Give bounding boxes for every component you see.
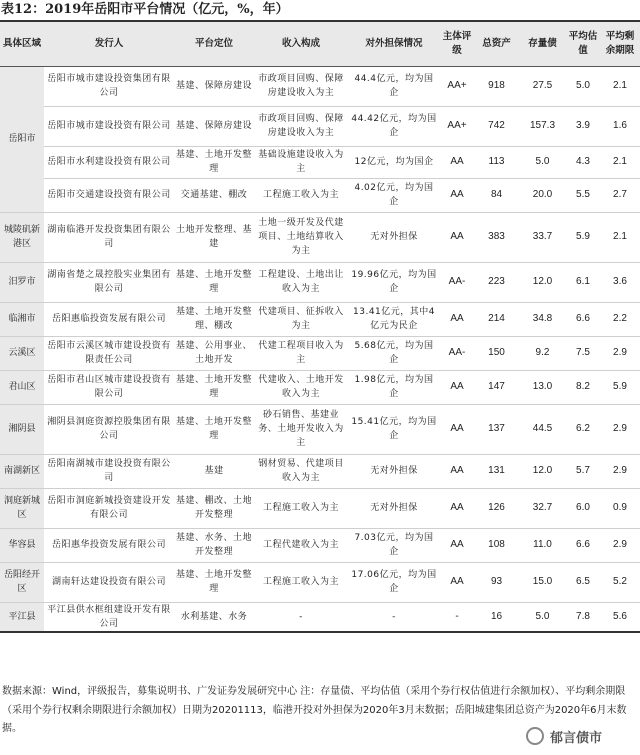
table-title: 表12：2019年岳阳市平台情况（亿元，%，年） bbox=[1, 2, 289, 17]
table-cell: 无对外担保 bbox=[348, 454, 440, 488]
table-cell: 44.42亿元，均为国企 bbox=[348, 106, 440, 146]
region-cell: 城陵矶新港区 bbox=[0, 212, 44, 262]
table-cell: 5.6 bbox=[600, 602, 640, 632]
table-cell: 工程施工收入为主 bbox=[254, 562, 348, 602]
table-cell: 代建项目、征拆收入为主 bbox=[254, 302, 348, 336]
table-cell: 5.7 bbox=[566, 454, 600, 488]
table-cell: 223 bbox=[474, 262, 519, 302]
table-cell: AA bbox=[440, 404, 474, 454]
table-row bbox=[0, 488, 640, 528]
table-cell: 84 bbox=[474, 178, 519, 212]
table-cell: 工程施工收入为主 bbox=[254, 178, 348, 212]
column-header: 主体评级 bbox=[440, 21, 474, 66]
table-cell: - bbox=[254, 602, 348, 632]
table-cell: 383 bbox=[474, 212, 519, 262]
table-cell: 岳阳市云溪区城市建设投资有限责任公司 bbox=[44, 336, 174, 370]
table-cell: 5.9 bbox=[566, 212, 600, 262]
table-cell: 8.2 bbox=[566, 370, 600, 404]
table-cell: 5.2 bbox=[600, 562, 640, 602]
table-cell: 2.1 bbox=[600, 66, 640, 106]
table-row bbox=[0, 106, 640, 146]
table-cell: 基建、棚改、土地开发整理 bbox=[174, 488, 254, 528]
table-cell: 2.2 bbox=[600, 302, 640, 336]
table-cell: 126 bbox=[474, 488, 519, 528]
table-cell: 27.5 bbox=[519, 66, 566, 106]
region-cell: 君山区 bbox=[0, 370, 44, 404]
watermark bbox=[520, 723, 634, 749]
table-cell: 12亿元，均为国企 bbox=[348, 146, 440, 178]
table-cell: 17.06亿元，均为国企 bbox=[348, 562, 440, 602]
table-cell: 钢材贸易、代建项目收入为主 bbox=[254, 454, 348, 488]
table-cell: 9.2 bbox=[519, 336, 566, 370]
watermark-text: 郁言债市 bbox=[550, 730, 603, 746]
table-cell: 1.6 bbox=[600, 106, 640, 146]
table-cell: 6.5 bbox=[566, 562, 600, 602]
table-cell: 岳阳市水利建设投资有限公司 bbox=[44, 146, 174, 178]
table-cell: 市政项目回购、保障房建设收入为主 bbox=[254, 66, 348, 106]
region-cell: 湘阴县 bbox=[0, 404, 44, 454]
table-cell: 34.8 bbox=[519, 302, 566, 336]
table-cell: 2.9 bbox=[600, 336, 640, 370]
table-cell: 岳阳市城市建设投资集团有限公司 bbox=[44, 66, 174, 106]
table-cell: 15.0 bbox=[519, 562, 566, 602]
table-cell: 131 bbox=[474, 454, 519, 488]
table-cell: 7.03亿元，均为国企 bbox=[348, 528, 440, 562]
region-cell: 平江县 bbox=[0, 602, 44, 632]
table-cell: 2.1 bbox=[600, 212, 640, 262]
header-row bbox=[0, 21, 640, 66]
table-body bbox=[0, 66, 640, 632]
table-row bbox=[0, 212, 640, 262]
table-cell: 5.0 bbox=[566, 66, 600, 106]
table-cell: 5.0 bbox=[519, 602, 566, 632]
table-cell: 代建收入、土地开发收入为主 bbox=[254, 370, 348, 404]
table-cell: 基建 bbox=[174, 454, 254, 488]
table-cell: 湖南省楚之晟控股实业集团有限公司 bbox=[44, 262, 174, 302]
table-cell: 基建、土地开发整理 bbox=[174, 562, 254, 602]
table-cell: 5.5 bbox=[566, 178, 600, 212]
table-cell: AA+ bbox=[440, 66, 474, 106]
table-cell: AA- bbox=[440, 336, 474, 370]
table-cell: 157.3 bbox=[519, 106, 566, 146]
table-cell: AA bbox=[440, 562, 474, 602]
table-cell: 湖南轩达建设投资有限公司 bbox=[44, 562, 174, 602]
table-cell: 2.1 bbox=[600, 146, 640, 178]
column-header: 平台定位 bbox=[174, 21, 254, 66]
table-cell: 基建、土地开发整理 bbox=[174, 146, 254, 178]
region-cell: 华容县 bbox=[0, 528, 44, 562]
table-cell: 岳阳市君山区城市建设投资有限公司 bbox=[44, 370, 174, 404]
table-cell: 44.4亿元，均为国企 bbox=[348, 66, 440, 106]
table-cell: 2.7 bbox=[600, 178, 640, 212]
table-cell: AA bbox=[440, 370, 474, 404]
table-cell: 44.5 bbox=[519, 404, 566, 454]
region-cell: 南湖新区 bbox=[0, 454, 44, 488]
table-cell: 基建、土地开发整理 bbox=[174, 404, 254, 454]
region-cell: 汨罗市 bbox=[0, 262, 44, 302]
table-cell: 214 bbox=[474, 302, 519, 336]
table-cell: 基础设施建设收入为主 bbox=[254, 146, 348, 178]
table-cell: 无对外担保 bbox=[348, 212, 440, 262]
table-cell: 108 bbox=[474, 528, 519, 562]
column-header: 收入构成 bbox=[254, 21, 348, 66]
region-cell: 云溪区 bbox=[0, 336, 44, 370]
table-cell: 6.6 bbox=[566, 528, 600, 562]
table-row bbox=[0, 178, 640, 212]
table-cell: 7.5 bbox=[566, 336, 600, 370]
table-cell: 基建、公用事业、土地开发 bbox=[174, 336, 254, 370]
table-cell: 市政项目回购、保障房建设收入为主 bbox=[254, 106, 348, 146]
table-cell: 93 bbox=[474, 562, 519, 602]
table-cell: 33.7 bbox=[519, 212, 566, 262]
region-cell: 岳阳经开区 bbox=[0, 562, 44, 602]
table-row bbox=[0, 66, 640, 106]
table-cell: - bbox=[348, 602, 440, 632]
table-row bbox=[0, 404, 640, 454]
table-cell: 11.0 bbox=[519, 528, 566, 562]
region-cell: 洞庭新城区 bbox=[0, 488, 44, 528]
table-cell: AA bbox=[440, 212, 474, 262]
table-cell: 918 bbox=[474, 66, 519, 106]
table-row bbox=[0, 562, 640, 602]
table-cell: 代建工程项目收入为主 bbox=[254, 336, 348, 370]
table-cell: 2.9 bbox=[600, 404, 640, 454]
table-cell: 137 bbox=[474, 404, 519, 454]
table-cell: AA bbox=[440, 146, 474, 178]
table-cell: 5.68亿元，均为国企 bbox=[348, 336, 440, 370]
table-row bbox=[0, 262, 640, 302]
table-cell: 6.2 bbox=[566, 404, 600, 454]
table-cell: 岳阳市城市建设投资有限公司 bbox=[44, 106, 174, 146]
table-cell: AA- bbox=[440, 262, 474, 302]
table-cell: 3.9 bbox=[566, 106, 600, 146]
table-cell: 12.0 bbox=[519, 454, 566, 488]
column-header: 平均剩余期限 bbox=[600, 21, 640, 66]
footnote: 数据来源：Wind，评级报告，募集说明书、广发证券发展研究中心 注：存量债、平均估值（采用个券行权估值进行余额加权）、平均剩余期限（采用个券行权剩余期限进行余额加权）日期为20201113，临港开投对外担保为2020年3月末数据；岳阳城建集团总资产为2020年6月末数据。 bbox=[2, 686, 627, 734]
table-cell: 岳阳市洞庭新城投资建设开发有限公司 bbox=[44, 488, 174, 528]
region-cell: 临湘市 bbox=[0, 302, 44, 336]
table-cell: 岳阳惠临投资发展有限公司 bbox=[44, 302, 174, 336]
table-cell: 13.0 bbox=[519, 370, 566, 404]
table-cell: 无对外担保 bbox=[348, 488, 440, 528]
table-cell: 20.0 bbox=[519, 178, 566, 212]
table-row bbox=[0, 302, 640, 336]
table-cell: 平江县供水框组建设开发有限公司 bbox=[44, 602, 174, 632]
table-cell: 基建、保障房建设 bbox=[174, 106, 254, 146]
table-cell: 基建、水务、土地开发整理 bbox=[174, 528, 254, 562]
table-cell: - bbox=[440, 602, 474, 632]
table-cell: AA bbox=[440, 302, 474, 336]
table-cell: 土地一级开发及代建项目、土地结算收入为主 bbox=[254, 212, 348, 262]
table-cell: 岳阳市交通建设投资有限公司 bbox=[44, 178, 174, 212]
table-cell: 基建、土地开发整理 bbox=[174, 370, 254, 404]
table-cell: 岳阳南湖城市建设投资有限公司 bbox=[44, 454, 174, 488]
table-cell: 交通基建、棚改 bbox=[174, 178, 254, 212]
table-cell: 16 bbox=[474, 602, 519, 632]
table-cell: AA bbox=[440, 178, 474, 212]
table-cell: 4.3 bbox=[566, 146, 600, 178]
table-cell: 19.96亿元，均为国企 bbox=[348, 262, 440, 302]
table-cell: 土地开发整理、基建 bbox=[174, 212, 254, 262]
table-cell: 5.9 bbox=[600, 370, 640, 404]
table-cell: 0.9 bbox=[600, 488, 640, 528]
table-cell: 6.1 bbox=[566, 262, 600, 302]
table-row bbox=[0, 454, 640, 488]
table-cell: 32.7 bbox=[519, 488, 566, 528]
table-cell: 基建、土地开发整理、棚改 bbox=[174, 302, 254, 336]
table-row bbox=[0, 528, 640, 562]
platform-table bbox=[0, 20, 640, 633]
table-cell: 工程建设、土地出让收入为主 bbox=[254, 262, 348, 302]
table-row bbox=[0, 336, 640, 370]
table-cell: 湘阴县洞庭资源控股集团有限公司 bbox=[44, 404, 174, 454]
table-cell: 1.98亿元，均为国企 bbox=[348, 370, 440, 404]
table-cell: 水利基建、水务 bbox=[174, 602, 254, 632]
table-cell: AA bbox=[440, 488, 474, 528]
table-cell: 基建、土地开发整理 bbox=[174, 262, 254, 302]
table-cell: 2.9 bbox=[600, 454, 640, 488]
table-cell: 基建、保障房建设 bbox=[174, 66, 254, 106]
column-header: 发行人 bbox=[44, 21, 174, 66]
table-cell: 113 bbox=[474, 146, 519, 178]
table-cell: 6.0 bbox=[566, 488, 600, 528]
column-header: 平均估值 bbox=[566, 21, 600, 66]
wechat-icon bbox=[526, 727, 544, 745]
table-cell: 2.9 bbox=[600, 528, 640, 562]
table-cell: 147 bbox=[474, 370, 519, 404]
column-header: 具体区域 bbox=[0, 21, 44, 66]
table-row bbox=[0, 370, 640, 404]
table-cell: 4.02亿元，均为国企 bbox=[348, 178, 440, 212]
table-cell: 742 bbox=[474, 106, 519, 146]
table-cell: AA+ bbox=[440, 106, 474, 146]
table-cell: 工程代建收入为主 bbox=[254, 528, 348, 562]
table-cell: 12.0 bbox=[519, 262, 566, 302]
column-header: 总资产 bbox=[474, 21, 519, 66]
table-cell: 5.0 bbox=[519, 146, 566, 178]
table-cell: 150 bbox=[474, 336, 519, 370]
table-cell: 6.6 bbox=[566, 302, 600, 336]
table-cell: 岳阳惠华投资发展有限公司 bbox=[44, 528, 174, 562]
table-row bbox=[0, 146, 640, 178]
table-cell: 3.6 bbox=[600, 262, 640, 302]
table-cell: 砂石销售、基建业务、土地开发收入为主 bbox=[254, 404, 348, 454]
table-row bbox=[0, 602, 640, 632]
table-cell: 湖南临港开发投资集团有限公司 bbox=[44, 212, 174, 262]
table-cell: 工程施工收入为主 bbox=[254, 488, 348, 528]
table-cell: 15.41亿元，均为国企 bbox=[348, 404, 440, 454]
table-cell: AA bbox=[440, 454, 474, 488]
table-cell: AA bbox=[440, 528, 474, 562]
table-cell: 7.8 bbox=[566, 602, 600, 632]
table-cell: 13.41亿元，其中4亿元为民企 bbox=[348, 302, 440, 336]
column-header: 存量债 bbox=[519, 21, 566, 66]
region-cell: 岳阳市 bbox=[0, 66, 44, 212]
column-header: 对外担保情况 bbox=[348, 21, 440, 66]
